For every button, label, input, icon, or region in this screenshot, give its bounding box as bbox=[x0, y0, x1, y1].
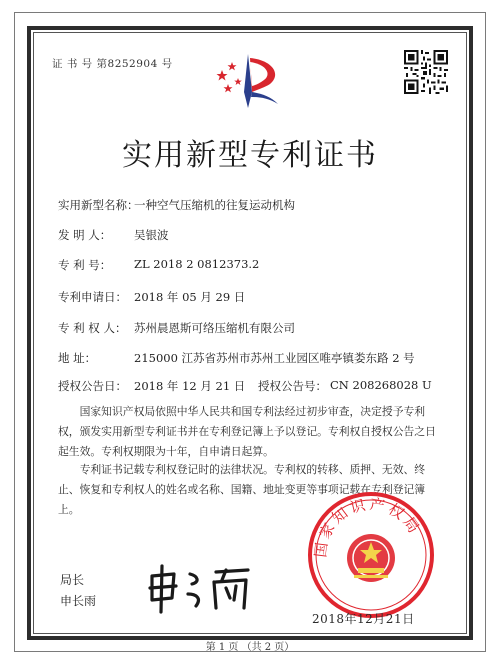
field-label-grant-number: 授权公告号： bbox=[258, 379, 327, 393]
director-name: 申长雨 bbox=[60, 594, 97, 608]
field-label-application-date: 专利申请日： bbox=[58, 290, 127, 304]
certificate-title: 实用新型专利证书 bbox=[122, 138, 378, 173]
field-label-patent-number: 专 利 号： bbox=[58, 258, 112, 272]
director-signature-icon bbox=[146, 560, 254, 616]
seal-text: 国家知识产权局 bbox=[311, 495, 425, 559]
certificate-number: 证 书 号 第8252904 号 bbox=[52, 58, 173, 70]
field-value-address: 215000 江苏省苏州市苏州工业园区唯亭镇娄东路 2 号 bbox=[134, 351, 415, 365]
field-label-inventor: 发 明 人： bbox=[58, 228, 112, 242]
field-value-inventor: 吴银波 bbox=[134, 228, 169, 242]
field-value-patent-number: ZL 2018 2 0812373.2 bbox=[134, 257, 260, 271]
field-value-application-date: 2018 年 05 月 29 日 bbox=[134, 290, 246, 304]
field-label-utility-model-name: 实用新型名称： bbox=[58, 198, 139, 212]
field-label-address: 地 址： bbox=[58, 351, 97, 365]
field-value-utility-model-name: 一种空气压缩机的往复运动机构 bbox=[134, 198, 295, 212]
field-label-patentee: 专 利 权 人： bbox=[58, 321, 127, 335]
director-label: 局长 bbox=[60, 573, 85, 587]
body-paragraph-grant: 国家知识产权局依照中华人民共和国专利法经过初步审查，决定授予专利权，颁发实用新型专利证书并在专利登记簿上予以登记。专利权自授权公告之日起生效。专利权期限为十年，自申请日起算。 bbox=[58, 405, 436, 458]
cnipa-logo-icon bbox=[212, 52, 284, 110]
field-value-grant-number: CN 208268028 U bbox=[330, 378, 432, 392]
field-value-patentee: 苏州晨恩斯可络压缩机有限公司 bbox=[134, 321, 295, 335]
field-value-grant-date: 2018 年 12 月 21 日 bbox=[134, 379, 246, 393]
page-indicator: 第 1 页 （共 2 页） bbox=[205, 642, 295, 653]
body-paragraph-legal-status: 专利证书记载专利权登记时的法律状况。专利权的转移、质押、无效、终止、恢复和专利权人的姓名或名称、国籍、地址变更等事项记载在专利登记簿上。 bbox=[58, 463, 426, 516]
field-label-grant-date: 授权公告日： bbox=[58, 379, 127, 393]
qr-code-icon bbox=[404, 50, 448, 94]
svg-text:国家知识产权局 bbox=[311, 495, 424, 559]
seal-text-ring bbox=[306, 490, 436, 620]
issue-date: 2018年12月21日 bbox=[312, 612, 415, 626]
